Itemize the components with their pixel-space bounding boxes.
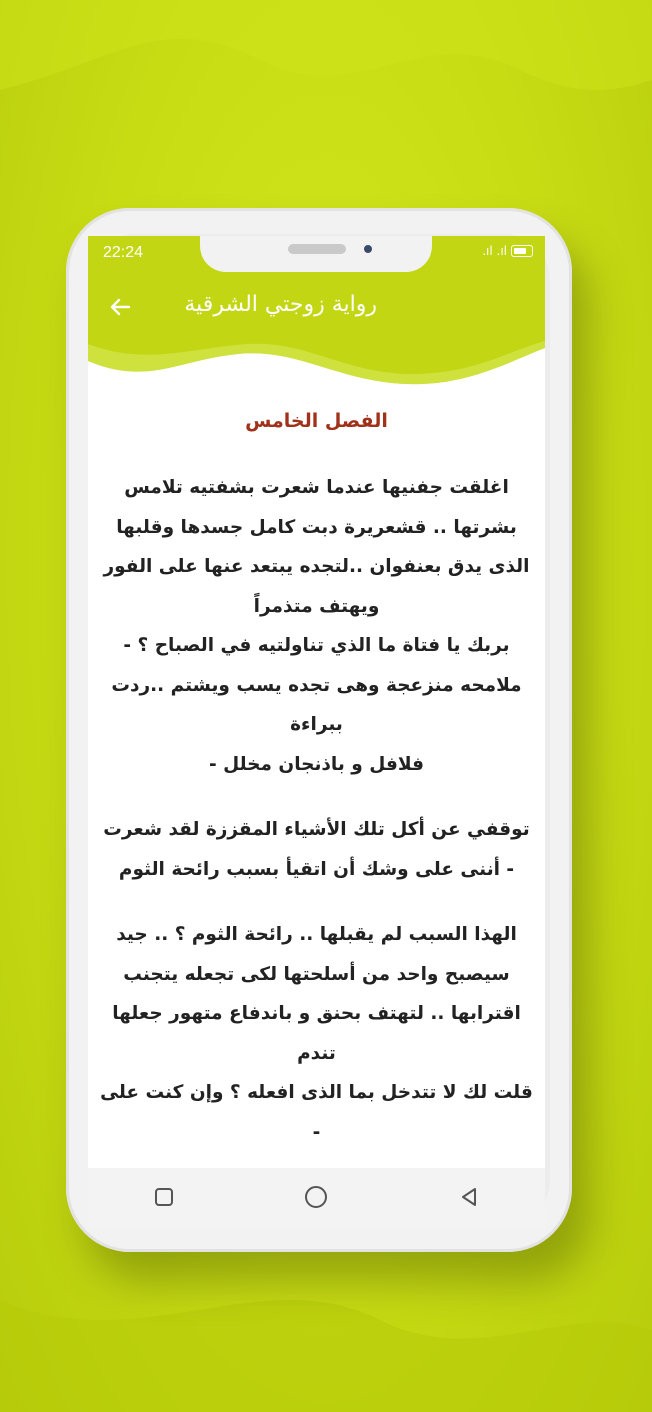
screen-notch [200, 236, 432, 272]
recents-square-icon[interactable] [134, 1172, 194, 1222]
background-wave-bottom [0, 1240, 652, 1412]
paragraph: بربك يا فتاة ما الذي تناولتيه في الصباح ؟ - ملامحه منزعجة وهى تجده يسب ويشتم ..ردت ببراءة [111, 635, 522, 735]
status-icons [482, 244, 533, 258]
paragraph: الهذا السبب لم يقبلها .. رائحة الثوم ؟ .. جيد سيصبح واحد من أسلحتها لكى تجعله يتجنب اقترابها .. لتهتف بحنق و باندفاع متهور جعلها تندم [112, 924, 521, 1064]
front-camera [364, 245, 372, 253]
arrow-left-icon[interactable] [108, 290, 138, 324]
system-nav-bar [88, 1168, 545, 1226]
back-triangle-icon[interactable] [439, 1172, 499, 1222]
paragraph: اغلقت جفنيها عندما شعرت بشفتيه تلامس بشرتها .. قشعريرة دبت كامل جسدها وقلبها الذى يدق بعنفوان ..لتجده يبتعد عنها على الفور ويهتف متذمراً [103, 477, 530, 617]
paragraph: فلافل و باذنجان مخلل - [209, 753, 424, 775]
page-title: رواية زوجتي الشرقية [184, 292, 377, 317]
status-time: 22:24 [103, 244, 144, 261]
background-wave-top [0, 0, 652, 200]
chapter-title: الفصل الخامس [245, 410, 388, 432]
paragraph: قلت لك لا تتدخل بما الذى افعله ؟ وإن كنت على - [100, 1082, 533, 1143]
chapter-content[interactable] [88, 396, 545, 1143]
speaker-grille [288, 244, 346, 254]
home-circle-icon[interactable] [286, 1172, 346, 1222]
app-header [88, 236, 545, 396]
app-screen [88, 236, 545, 1226]
paragraph: توقفي عن أكل تلك الأشياء المقززة لقد شعرت - أننى على وشك أن اتقيأ بسبب رائحة الثوم [103, 819, 530, 880]
battery-icon [511, 245, 533, 257]
signal-icon: .ıl .ıl [482, 244, 507, 258]
